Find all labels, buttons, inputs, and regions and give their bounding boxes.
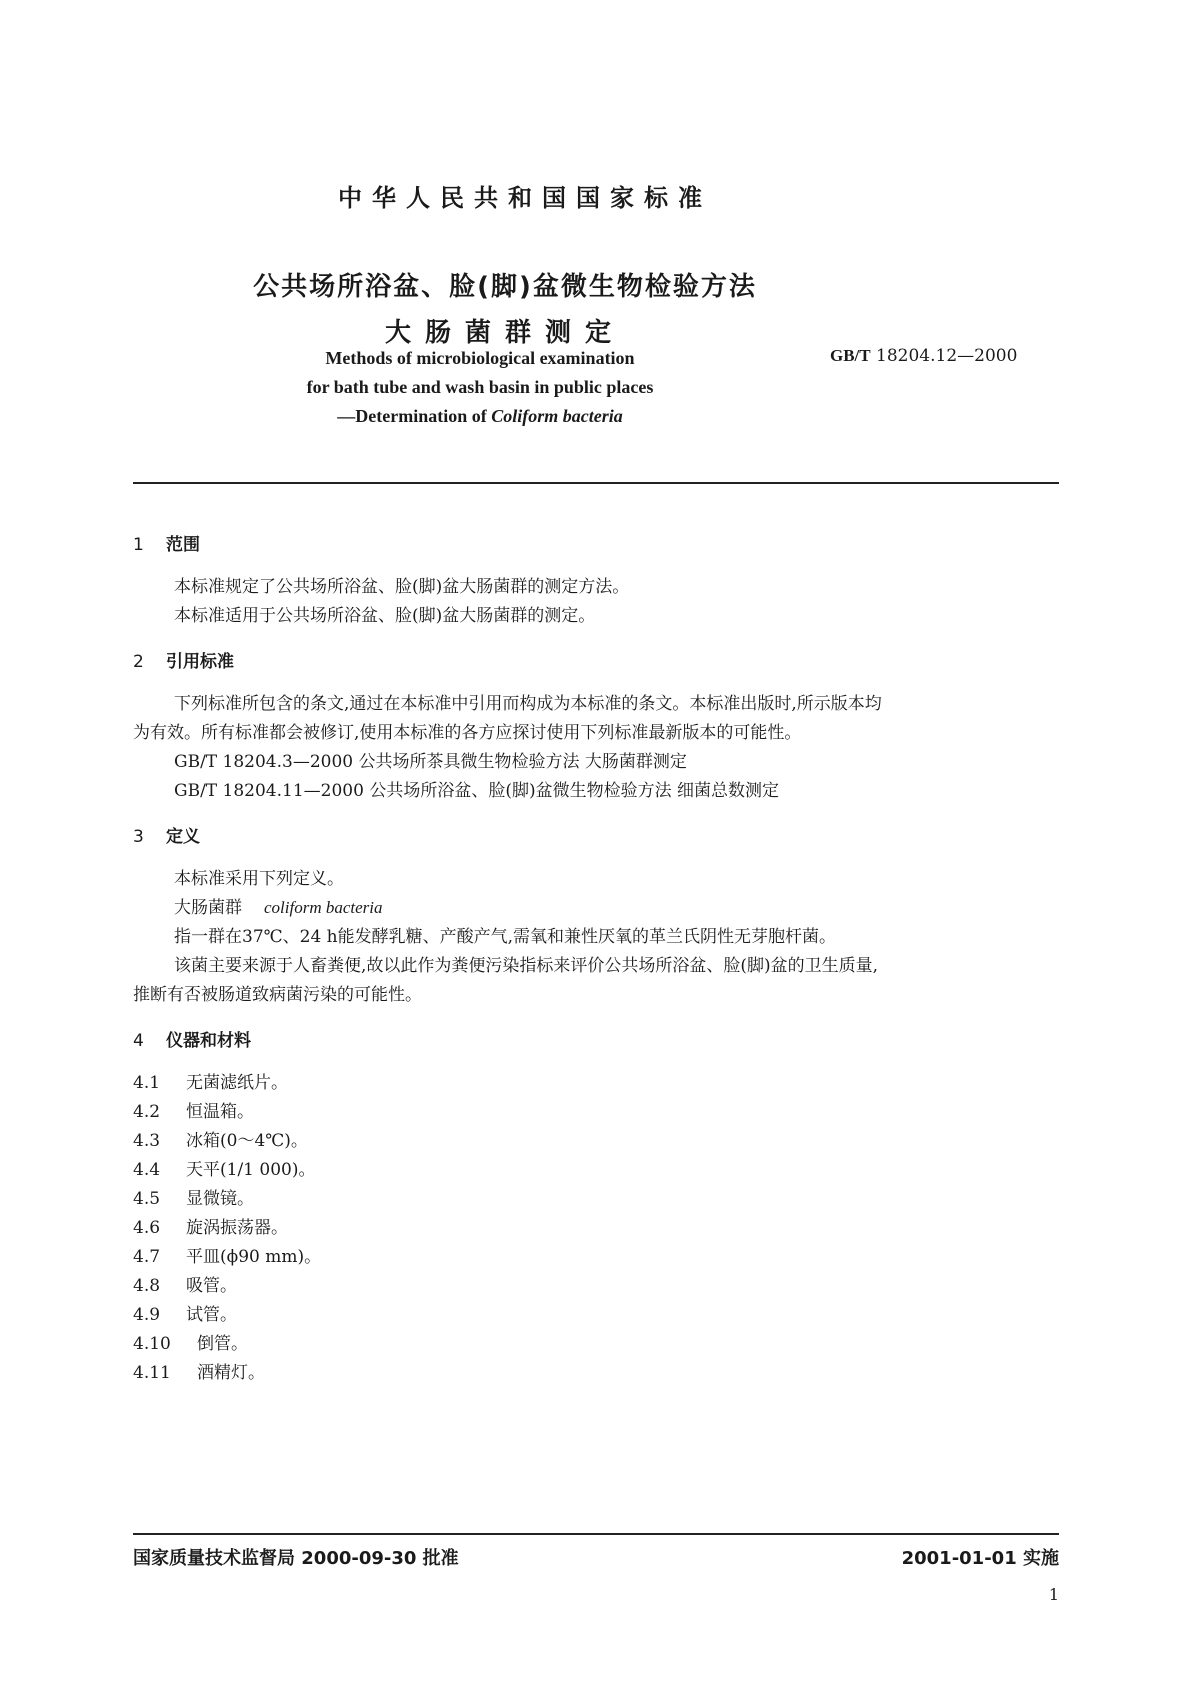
section-3-term xyxy=(174,893,383,918)
footer-divider xyxy=(133,1533,1059,1535)
list-item: 4.4 天平(1/1 000)。 xyxy=(133,1160,316,1180)
list-item: 4.11 酒精灯。 xyxy=(133,1363,265,1383)
list-item: 4.9 试管。 xyxy=(133,1305,237,1325)
english-title-line3-prefix: —Determination of xyxy=(337,406,492,426)
section-3-term-cn: 大肠菌群 xyxy=(174,898,242,918)
section-4-title: 仪器和材料 xyxy=(166,1031,251,1051)
section-4-number: 4 xyxy=(133,1031,144,1051)
section-3-term-en: coliform bacteria xyxy=(264,898,383,917)
section-1-heading xyxy=(133,530,200,555)
list-item: 4.3 冰箱(0～4℃)。 xyxy=(133,1131,308,1151)
standard-code-prefix: GB/T xyxy=(830,346,871,365)
national-standard-heading: 中华人民共和国国家标准 xyxy=(338,184,712,212)
section-3-paragraph-4-line2: 推断有否被肠道致病菌污染的可能性。 xyxy=(133,985,422,1005)
list-item: 4.2 恒温箱。 xyxy=(133,1102,254,1122)
section-4-heading xyxy=(133,1026,251,1051)
section-3-paragraph-4-line1: 该菌主要来源于人畜粪便,故以此作为粪便污染指标来评价公共场所浴盆、脸(脚)盆的卫生质量, xyxy=(174,956,879,976)
effective-date: 2001-01-01 实施 xyxy=(901,1548,1059,1569)
english-title-line1: Methods of microbiological examination xyxy=(325,348,635,368)
list-item: 4.6 旋涡振荡器。 xyxy=(133,1218,288,1238)
document-title-line2: 大肠菌群测定 xyxy=(384,318,625,348)
section-2-paragraph-line1: 下列标准所包含的条文,通过在本标准中引用而构成为本标准的条文。本标准出版时,所示版本均 xyxy=(174,694,882,714)
approval-statement: 国家质量技术监督局 2000-09-30 批准 xyxy=(133,1548,459,1569)
english-title-line3 xyxy=(0,406,960,427)
section-3-number: 3 xyxy=(133,827,144,847)
section-3-definition: 指一群在37℃、24 h能发酵乳糖、产酸产气,需氧和兼性厌氧的革兰氏阴性无芽胞杆菌。 xyxy=(174,927,837,947)
section-3-heading xyxy=(133,822,200,847)
section-2-title: 引用标准 xyxy=(166,652,234,672)
section-2-paragraph-line2: 为有效。所有标准都会被修订,使用本标准的各方应探讨使用下列标准最新版本的可能性。 xyxy=(133,723,802,743)
section-2-reference-2: GB/T 18204.11—2000 公共场所浴盆、脸(脚)盆微生物检验方法 细菌总数测定 xyxy=(174,781,779,801)
section-3-title: 定义 xyxy=(166,827,200,847)
section-1-paragraph-2: 本标准适用于公共场所浴盆、脸(脚)盆大肠菌群的测定。 xyxy=(174,606,596,626)
english-title-line3-italic: Coliform bacteria xyxy=(491,406,623,426)
list-item: 4.8 吸管。 xyxy=(133,1276,237,1296)
section-2-reference-1: GB/T 18204.3—2000 公共场所茶具微生物检验方法 大肠菌群测定 xyxy=(174,752,687,772)
header-divider xyxy=(133,482,1059,484)
list-item: 4.7 平皿(ϕ90 mm)。 xyxy=(133,1247,322,1267)
standard-code-number: 18204.12—2000 xyxy=(876,346,1018,366)
list-item: 4.10 倒管。 xyxy=(133,1334,248,1354)
section-1-paragraph-1: 本标准规定了公共场所浴盆、脸(脚)盆大肠菌群的测定方法。 xyxy=(174,577,630,597)
section-3-paragraph-1: 本标准采用下列定义。 xyxy=(174,869,344,889)
section-1-title: 范围 xyxy=(166,535,200,555)
page-number: 1 xyxy=(1048,1585,1059,1604)
document-title-line1: 公共场所浴盆、脸(脚)盆微生物检验方法 xyxy=(253,272,757,302)
list-item: 4.5 显微镜。 xyxy=(133,1189,254,1209)
section-1-number: 1 xyxy=(133,535,144,555)
english-title-line2: for bath tube and wash basin in public places xyxy=(306,377,654,397)
section-2-heading xyxy=(133,647,234,672)
section-2-number: 2 xyxy=(133,652,144,672)
list-item: 4.1 无菌滤纸片。 xyxy=(133,1073,288,1093)
